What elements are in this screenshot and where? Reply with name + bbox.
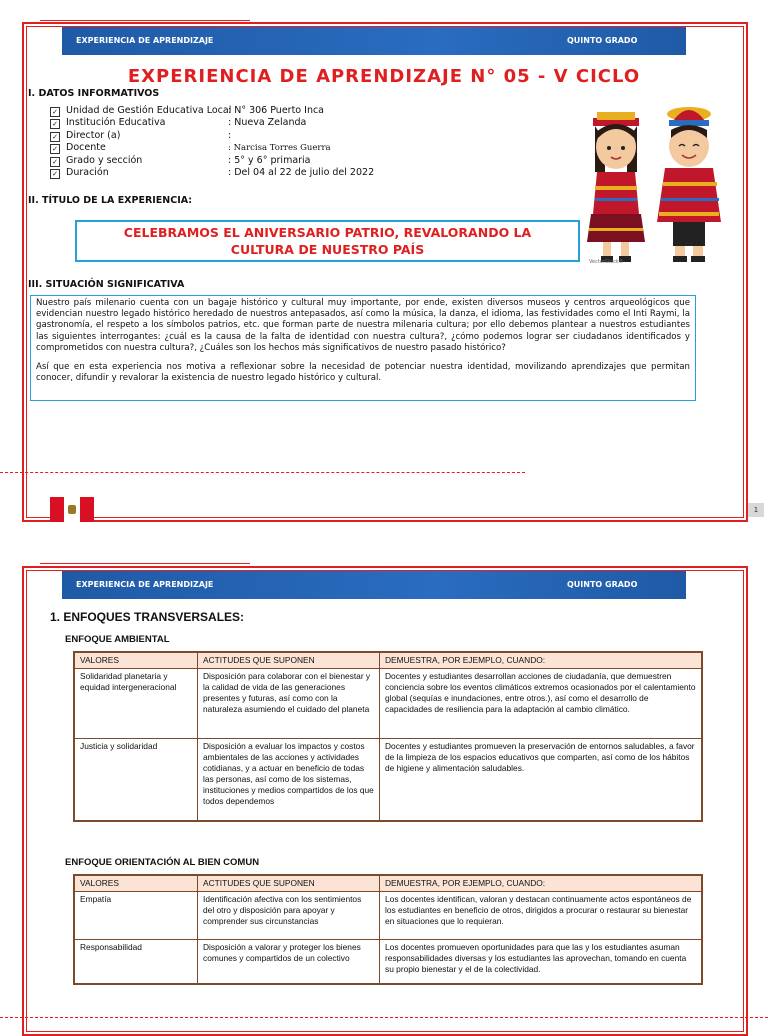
table-cell: Los docentes promueven oportunidades para que las y los estudiantes asuman responsabilidades diversas y los estudiantes las aprovechan, tomando en cuenta su propio bienestar y el de la colectividad. (380, 940, 703, 984)
enfoque-ambiental-title: ENFOQUE AMBIENTAL (65, 634, 170, 645)
table-row (74, 739, 702, 821)
situation-paragraph: Nuestro país milenario cuenta con un bagaje histórico y cultural muy importante, por ende, existen diversos museos y centros arqueológicos que evidencian nuestro legado histórico heredado de nuestros antepasados, así como la música, la danza, el idioma, las festividades como el Inti Raymi, la gastronomía, el respeto a los símbolos patrios, etc. que forman parte de nuestra milenaria cultura; por ello debemos plantear a nuestros estudiantes las siguientes interrogantes: ¿cuál es la causa de la falta de identidad con nuestra cultura?, ¿cómo podemos lograr ser ciudadanos identificados y comprometidos con nuestra cultura?, ¿Cuáles son los hechos más significativos de nuestro pasado histórico? (36, 298, 690, 353)
info-label: Director (a) (66, 130, 121, 141)
table-cell: Docentes y estudiantes desarrollan acciones de ciudadanía, que demuestren conciencia sobre los eventos climáticos extremos ocasionados por el calentamiento global (sequías e inundaciones, entre otros.), así como el desarrollo de capacidades de resiliencia para la adaptación al cambio climático. (380, 669, 703, 739)
checkbox-icon: ✓ (50, 107, 60, 117)
info-row (50, 130, 231, 142)
situation-paragraph: Así que en esta experiencia nos motiva a reflexionar sobre la necesidad de potenciar nuestra identidad, movilizando aprendizajes que permitan conocer, difundir y revalorar la existencia de nuestro legado histórico y cultural. (36, 362, 690, 384)
decorative-line (40, 20, 250, 21)
info-label: Duración (66, 167, 109, 178)
header-banner (62, 571, 686, 599)
table-header-row (74, 875, 702, 892)
page-title: EXPERIENCIA DE APRENDIZAJE N° 05 - V CICLO (127, 66, 641, 87)
info-label: Unidad de Gestión Educativa Local (66, 105, 232, 116)
experience-title-line: CELEBRAMOS EL ANIVERSARIO PATRIO, REVALORANDO LA (123, 225, 532, 240)
table-cell: Empatía (74, 892, 198, 940)
peru-flag-icon (50, 497, 94, 522)
table-row (74, 892, 702, 940)
banner-right-label: QUINTO GRADO (567, 580, 638, 589)
situation-text-box (30, 295, 696, 401)
info-value: : Nueva Zelanda (228, 117, 307, 128)
banner-left-label: EXPERIENCIA DE APRENDIZAJE (76, 36, 214, 45)
info-label: Institución Educativa (66, 117, 166, 128)
info-value: : 5° y 6° primaria (228, 155, 311, 166)
banner-right-label: QUINTO GRADO (567, 36, 638, 45)
section-heading: 1. ENFOQUES TRANSVERSALES: (50, 610, 245, 624)
table-cell: Los docentes identifican, valoran y destacan continuamente actos espontáneos de los estudiantes en beneficio de otros, dirigidos a procurar o restaurar su bienestar en situaciones que lo requieran. (380, 892, 703, 940)
table-row (74, 669, 702, 739)
vectorstock-watermark: VectorStock® (589, 259, 624, 265)
dashed-divider (0, 1017, 768, 1018)
children-illustration (585, 102, 725, 268)
experience-title-box (75, 220, 580, 262)
table-row (74, 940, 702, 984)
info-row (50, 155, 311, 167)
info-value: : (228, 130, 232, 141)
enfoque-bien-comun-table (73, 874, 703, 985)
info-row (50, 142, 331, 154)
section-datos-heading: I. DATOS INFORMATIVOS (28, 88, 160, 99)
table-cell: Docentes y estudiantes promueven la preservación de entornos saludables, a favor de la limpieza de los espacios educativos que comparten, así como de los hábitos de higiene y alimentación saludables. (380, 739, 703, 821)
enfoque-bien-comun-title: ENFOQUE ORIENTACIÓN AL BIEN COMUN (65, 857, 260, 868)
column-header: DEMUESTRA, POR EJEMPLO, CUANDO: (380, 875, 703, 892)
checkbox-icon: ✓ (50, 119, 60, 129)
header-banner (62, 27, 686, 55)
column-header: ACTITUDES QUE SUPONEN (198, 875, 380, 892)
page-border-inner (26, 26, 744, 518)
table-cell: Identificación afectiva con los sentimientos del otro y disposición para apoyar y comprender sus circunstancias (198, 892, 380, 940)
info-value: : Narcisa Torres Guerra (228, 143, 331, 153)
column-header: VALORES (74, 875, 198, 892)
enfoque-ambiental-table (73, 651, 703, 822)
column-header: DEMUESTRA, POR EJEMPLO, CUANDO: (380, 652, 703, 669)
info-value: : Del 04 al 22 de julio del 2022 (228, 167, 375, 178)
page-number: 1 (748, 503, 764, 517)
experience-title-line: CULTURA DE NUESTRO PAÍS (230, 242, 425, 257)
info-row (50, 105, 324, 117)
dashed-divider (0, 472, 525, 473)
table-cell: Solidaridad planetaria y equidad intergeneracional (74, 669, 198, 739)
column-header: ACTITUDES QUE SUPONEN (198, 652, 380, 669)
table-header-row (74, 652, 702, 669)
info-row (50, 167, 374, 179)
checkbox-icon: ✓ (50, 157, 60, 167)
decorative-line (40, 563, 250, 564)
table-cell: Responsabilidad (74, 940, 198, 984)
section-titulo-heading: II. TÍTULO DE LA EXPERIENCIA: (28, 195, 193, 206)
checkbox-icon: ✓ (50, 169, 60, 179)
checkbox-icon: ✓ (50, 132, 60, 142)
column-header: VALORES (74, 652, 198, 669)
info-row (50, 117, 306, 129)
info-label: Docente (66, 142, 106, 153)
table-cell: Disposición a valorar y proteger los bienes comunes y compartidos de un colectivo (198, 940, 380, 984)
info-label: Grado y sección (66, 155, 143, 166)
section-situacion-heading: III. SITUACIÓN SIGNIFICATIVA (28, 279, 185, 290)
banner-left-label: EXPERIENCIA DE APRENDIZAJE (76, 580, 214, 589)
table-cell: Justicia y solidaridad (74, 739, 198, 821)
info-value: : N° 306 Puerto Inca (228, 105, 325, 116)
table-cell: Disposición para colaborar con el bienestar y la calidad de vida de las generaciones presentes y futuras, así como con la naturaleza asumiendo el cuidado del planeta (198, 669, 380, 739)
checkbox-icon: ✓ (50, 144, 60, 154)
table-cell: Disposición a evaluar los impactos y costos ambientales de las acciones y actividades cotidianas, y a actuar en beneficio de todas las personas, así como de los sistemas, instituciones y medios compartidos de los que todos dependemos (198, 739, 380, 821)
